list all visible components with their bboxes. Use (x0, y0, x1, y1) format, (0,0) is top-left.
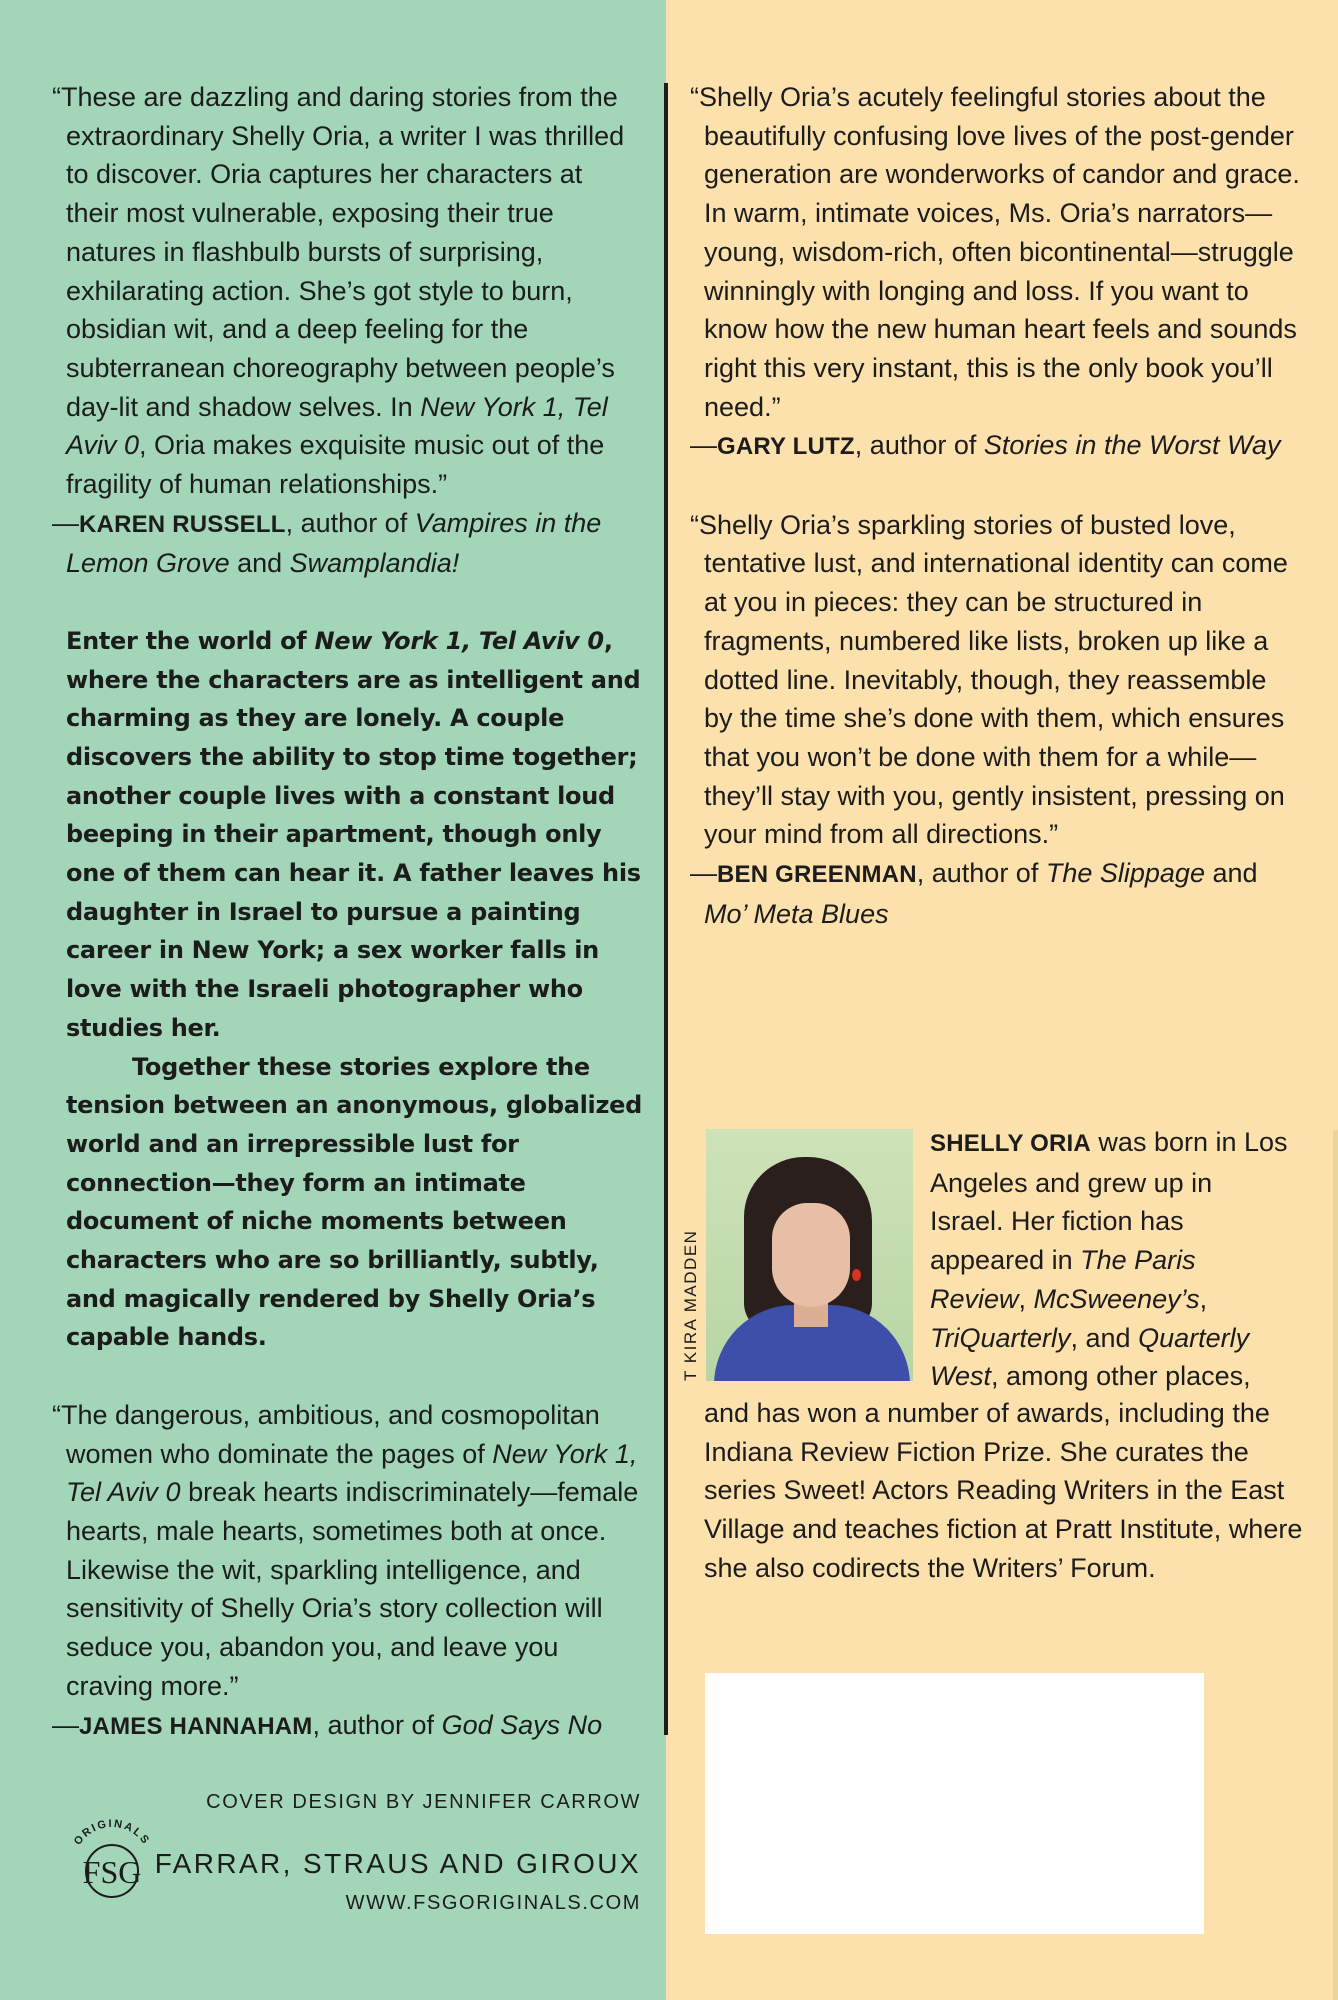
publisher-name: FARRAR, STRAUS AND GIROUX (154, 1848, 641, 1879)
description-paragraph-1: Enter the world of New York 1, Tel Aviv 0, where the characters are as intelligent and charming as they are lonely. A couple discovers the ability to stop time together; another couple lives with a constant loud beeping in their apartment, though only one of them can hear it. A father leaves his daughter in Israel to pursue a painting career in New York; a sex worker falls in love with the Israeli photographer who studies her. (66, 626, 641, 1042)
photo-face (772, 1203, 850, 1307)
fsg-originals-logo (60, 1813, 164, 1917)
page-edge (1333, 1130, 1338, 2000)
right-column (690, 78, 1300, 933)
book-description (52, 622, 642, 1357)
logo-ring-text: ORIGINALS (71, 1817, 153, 1848)
james-hannaham-attribution: —JAMES HANNAHAM, author of God Says No (52, 1709, 603, 1740)
karen-russell-quote: “These are dazzling and daring stories from the extraordinary Shelly Oria, a writer I was thrilled to discover. Oria captures her characters at their most vulnerable, exposing their true natures in flashbulb bursts of surprising, exhilarating action. She’s got style to burn, obsidian wit, and a deep feeling for the subterranean choreography between people’s day-lit and shadow selves. In New York 1, Tel Aviv 0, Oria makes exquisite music out of the fragility of human relationships.” (52, 82, 625, 500)
author-bio-bottom: and has won a number of awards, including the Indiana Review Fiction Prize. She curates the series Sweet! Actors Reading Writers in the East Village and teaches fiction at Pratt Institute, where she also codirects the Writers’ Forum. (704, 1398, 1303, 1583)
barcode-area (705, 1673, 1204, 1934)
ben-greenman-quote: “Shelly Oria’s sparkling stories of busted love, tentative lust, and international identity can come at you in pieces: they can be structured in fragments, numbered like lists, broken up like a dotted line. Inevitably, though, they reassemble by the time she’s done with them, which ensures that you won’t be done with them for a while—they’ll stay with you, gently insistent, pressing on your mind from all directions.” (690, 509, 1288, 850)
description-paragraph-2: Together these stories explore the tension between an anonymous, globalized world and an irrepressible lust for connection—they form an intimate document of niche moments between characters who are so brilliantly, subtly, and magically rendered by Shelly Oria’s capable hands. (66, 1052, 643, 1352)
author-bio-top: SHELLY ORIA was born in Los Angeles and grew up in Israel. Her fiction has appeared in The Paris Review, McSweeney’s, TriQuarterly, and Quarterly West, among other places, (930, 1127, 1288, 1392)
gary-lutz-attribution: —GARY LUTZ, author of Stories in the Worst Way (690, 430, 1281, 461)
photo-credit: T KIRA MADDEN (681, 1229, 700, 1381)
author-name: SHELLY ORIA (930, 1130, 1091, 1157)
james-hannaham-quote: “The dangerous, ambitious, and cosmopolitan women who dominate the pages of New York 1, Tel Aviv 0 break hearts indiscriminately—female hearts, male hearts, sometimes both at once. Likewise the wit, sparkling intelligence, and sensitivity of Shelly Oria’s story collection will seduce you, abandon you, and leave you craving more.” (52, 1399, 639, 1701)
gary-lutz-quote: “Shelly Oria’s acutely feelingful stories about the beautifully confusing love lives of the post-gender generation are wonderworks of candor and grace. In warm, intimate voices, Ms. Oria’s narrators—young, wisdom-rich, often bicontinental—struggle winningly with longing and loss. If you want to know how the new human heart feels and sounds right this very instant, this is the only book you’ll need.” (690, 82, 1300, 422)
left-column (52, 78, 642, 1746)
cover-design-credit: COVER DESIGN BY JENNIFER CARROW (206, 1791, 641, 1813)
column-divider (664, 83, 668, 1735)
photo-earring (852, 1269, 861, 1281)
karen-russell-attribution: —KAREN RUSSELL, author of Vampires in the Lemon Grove and Swamplandia! (52, 507, 602, 579)
publisher-website: WWW.FSGORIGINALS.COM (345, 1892, 641, 1914)
author-photo (706, 1129, 913, 1381)
ben-greenman-attribution: —BEN GREENMAN, author of The Slippage and Mo’ Meta Blues (690, 858, 1258, 929)
logo-letters: FSG (82, 1854, 142, 1890)
